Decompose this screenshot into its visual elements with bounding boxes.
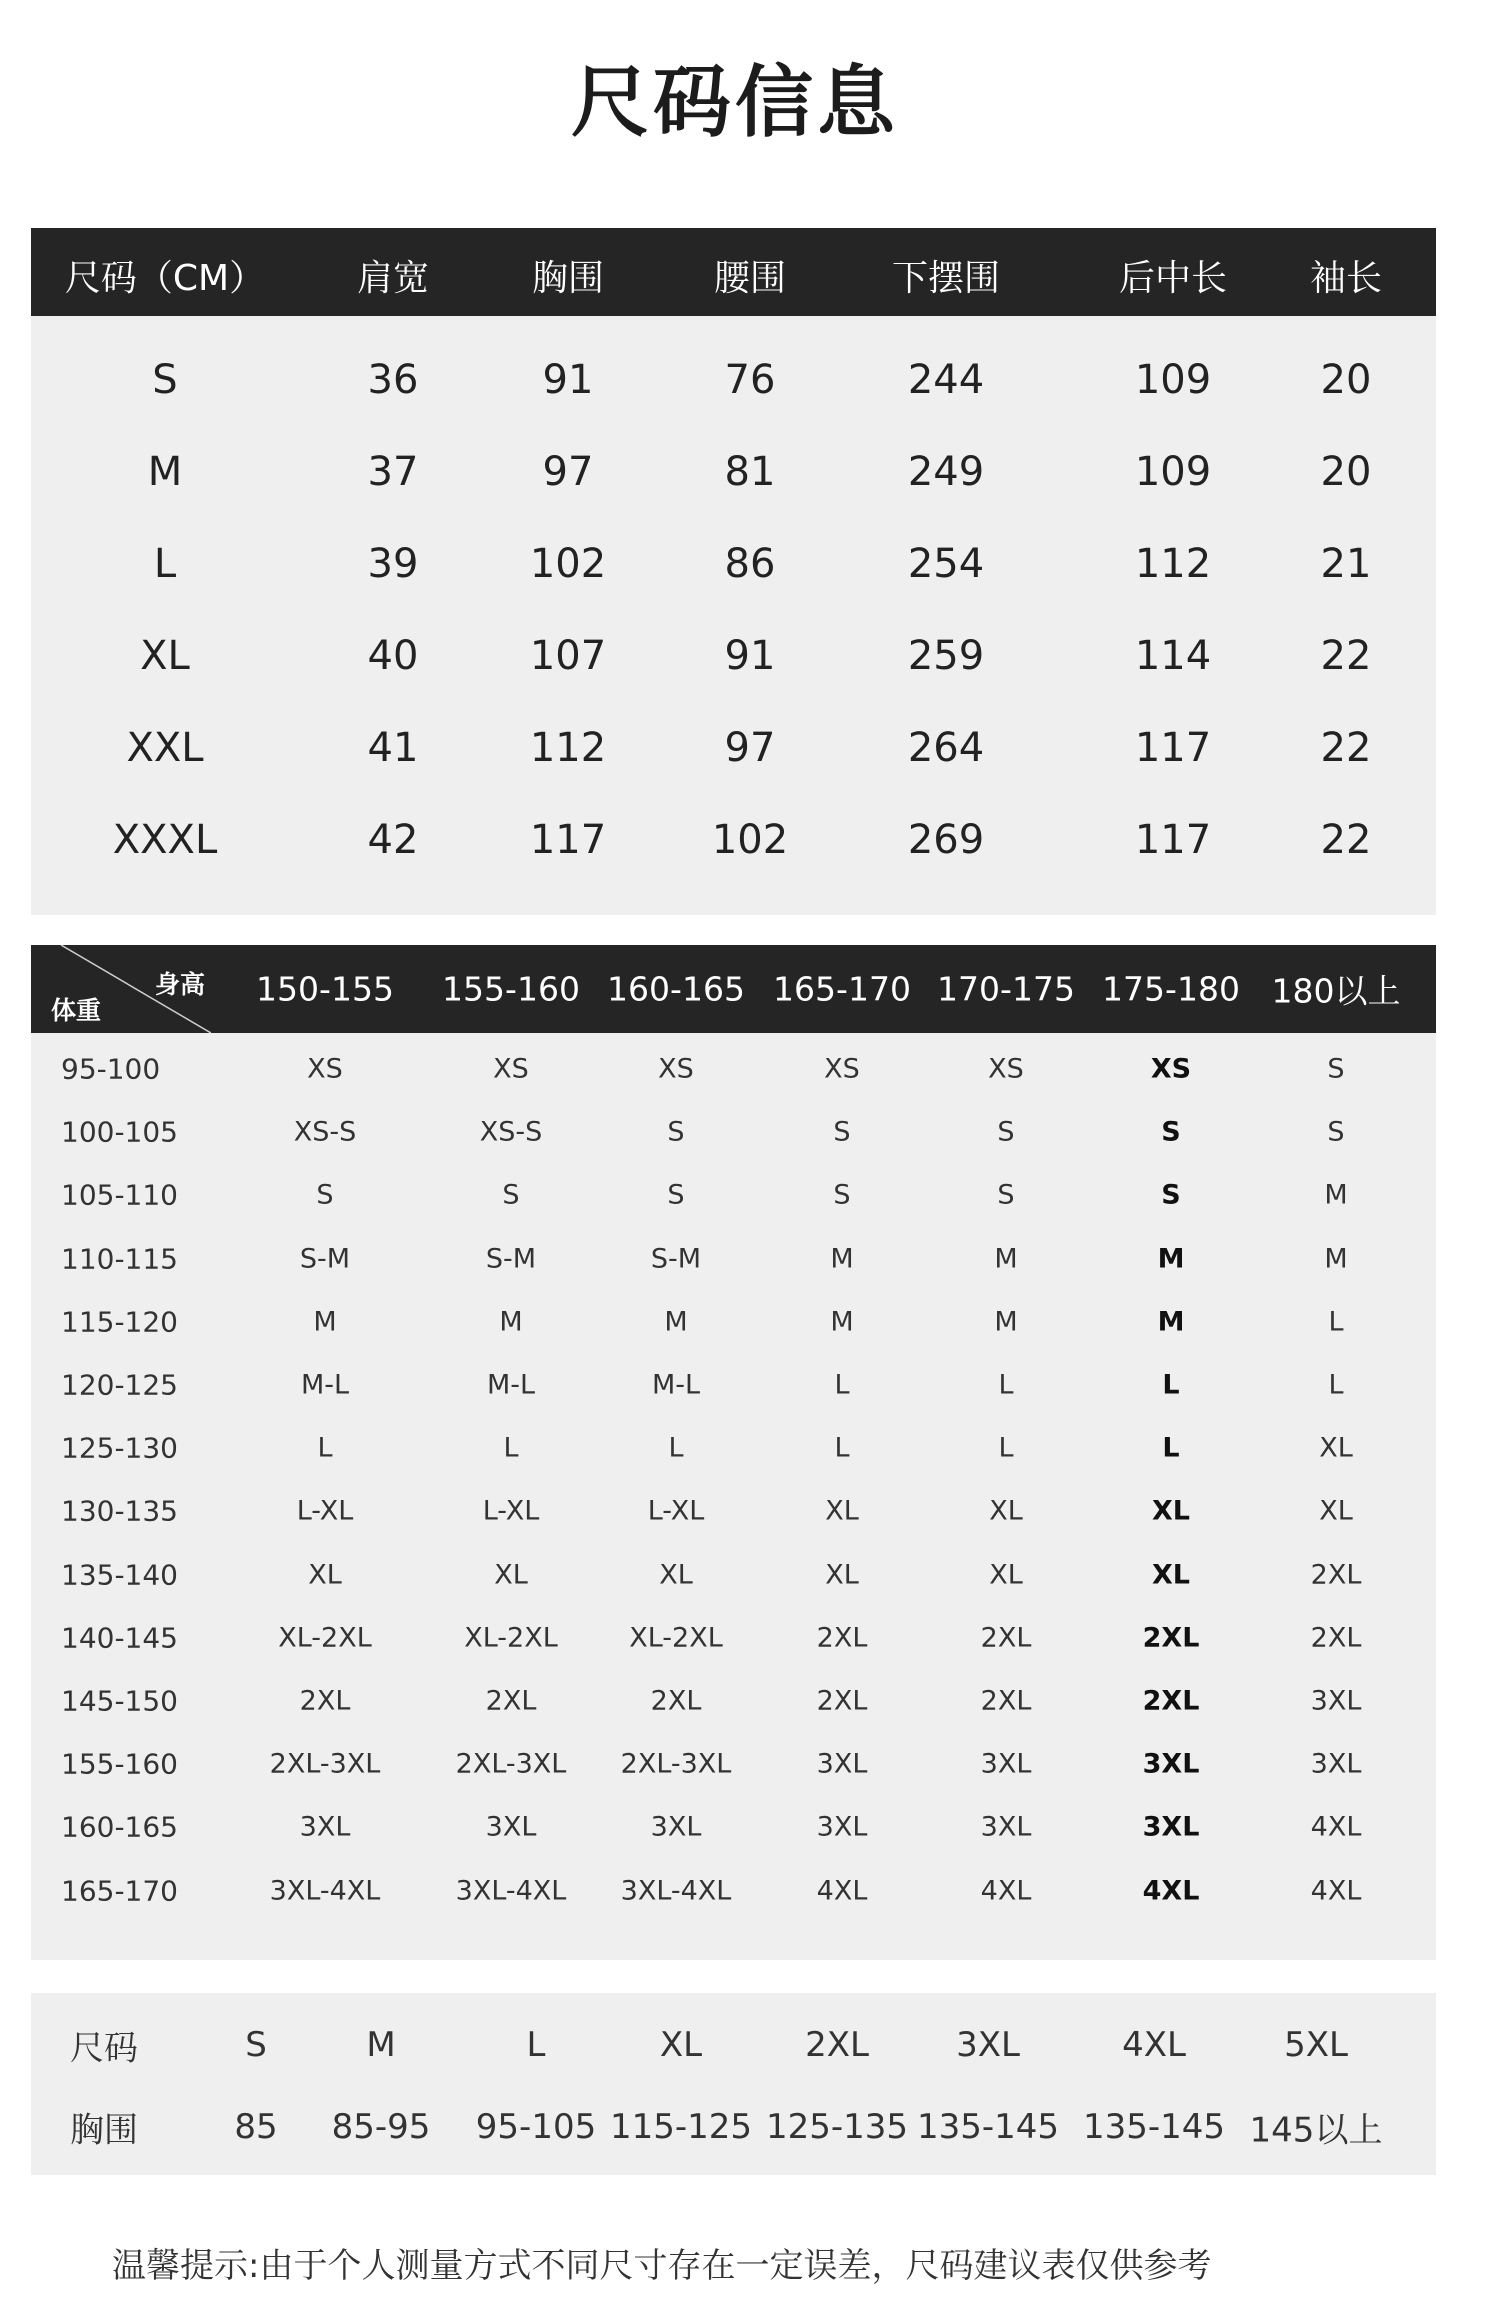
size-table-cell: 269 xyxy=(907,817,985,863)
recommended-size-cell: S xyxy=(997,1116,1015,1148)
recommended-size-cell: L xyxy=(998,1369,1014,1401)
corner-weight-label: 体重 xyxy=(51,996,102,1025)
weight-range-label: 115-120 xyxy=(61,1305,178,1339)
recommended-size-cell: XL xyxy=(1319,1495,1353,1527)
size-table-cell: 22 xyxy=(1320,817,1372,863)
recommended-size-cell: 3XL-4XL xyxy=(269,1875,381,1907)
size-table-header-cell: 后中长 xyxy=(1118,258,1228,299)
weight-range-label: 160-165 xyxy=(61,1810,178,1844)
recommended-size-cell: 3XL xyxy=(1142,1748,1200,1780)
recommended-size-cell: M xyxy=(499,1306,523,1338)
size-label: XXXL xyxy=(112,817,218,863)
recommended-size-cell: XL-2XL xyxy=(278,1622,372,1654)
size-table-cell: 117 xyxy=(1134,725,1212,771)
recommended-size-cell: 2XL xyxy=(1310,1622,1362,1654)
size-table-cell: 20 xyxy=(1320,357,1372,403)
chest-table-size-label: 尺码 xyxy=(70,2028,138,2069)
size-table-header-cell: 下摆围 xyxy=(891,258,1001,299)
recommended-size-cell: XL xyxy=(659,1559,693,1591)
recommended-size-cell: 2XL xyxy=(816,1622,868,1654)
weight-range-label: 125-130 xyxy=(61,1431,178,1465)
size-table-cell: 20 xyxy=(1320,449,1372,495)
recommended-size-cell: 3XL-4XL xyxy=(620,1875,732,1907)
size-table-cell: 117 xyxy=(1134,817,1212,863)
recommended-size-cell: S xyxy=(997,1179,1015,1211)
page-title: 尺码信息 xyxy=(570,58,899,148)
chest-table-size: S xyxy=(245,2025,267,2065)
recommended-size-cell: XS xyxy=(307,1053,343,1085)
recommended-size-cell: 2XL xyxy=(980,1685,1032,1717)
weight-range-label: 95-100 xyxy=(61,1052,161,1086)
recommended-size-cell: S-M xyxy=(650,1243,702,1275)
recommended-size-cell: XL xyxy=(989,1495,1023,1527)
size-table-cell: 76 xyxy=(724,357,776,403)
weight-range-label: 130-135 xyxy=(61,1494,178,1528)
recommended-size-cell: M-L xyxy=(651,1369,701,1401)
recommended-size-cell: 2XL-3XL xyxy=(269,1748,381,1780)
weight-range-label: 120-125 xyxy=(61,1368,178,1402)
size-table-cell: 97 xyxy=(724,725,776,771)
height-range-header: 155-160 xyxy=(442,969,580,1009)
recommended-size-cell: 2XL xyxy=(980,1622,1032,1654)
size-table-cell: 21 xyxy=(1320,541,1372,587)
recommended-size-cell: S xyxy=(316,1179,334,1211)
recommended-size-cell: M-L xyxy=(486,1369,536,1401)
recommended-size-cell: M xyxy=(1157,1243,1185,1275)
chest-table-size: 5XL xyxy=(1284,2025,1348,2065)
size-table-cell: 114 xyxy=(1134,633,1212,679)
chest-table-value: 115-125 xyxy=(609,2107,753,2147)
recommended-size-cell: XL xyxy=(825,1495,859,1527)
recommended-size-cell: L xyxy=(1162,1432,1180,1464)
size-table-cell: 91 xyxy=(542,357,594,403)
recommended-size-cell: S xyxy=(1161,1179,1181,1211)
height-range-header: 160-165 xyxy=(607,969,745,1009)
recommended-size-cell: 2XL xyxy=(299,1685,351,1717)
recommended-size-cell: L xyxy=(1162,1369,1180,1401)
chest-table-size: 3XL xyxy=(956,2025,1020,2065)
size-table-cell: 107 xyxy=(529,633,607,679)
recommended-size-cell: S-M xyxy=(299,1243,351,1275)
recommended-size-cell: 3XL xyxy=(299,1811,351,1843)
recommended-size-cell: M xyxy=(1324,1243,1348,1275)
recommended-size-cell: XL xyxy=(1319,1432,1353,1464)
recommended-size-cell: XS xyxy=(1150,1053,1192,1085)
size-table-cell: 22 xyxy=(1320,633,1372,679)
size-label: XL xyxy=(140,633,190,679)
size-table-cell: 254 xyxy=(907,541,985,587)
weight-range-label: 100-105 xyxy=(61,1115,178,1149)
chest-table-value: 145以上 xyxy=(1249,2110,1383,2151)
height-range-header: 175-180 xyxy=(1102,969,1240,1009)
chest-table-value: 135-145 xyxy=(916,2107,1060,2147)
recommended-size-cell: 2XL xyxy=(1310,1559,1362,1591)
chest-table-value: 85 xyxy=(234,2107,278,2147)
recommended-size-cell: M xyxy=(313,1306,337,1338)
recommended-size-cell: XL xyxy=(989,1559,1023,1591)
recommended-size-cell: XL-2XL xyxy=(464,1622,558,1654)
size-table-cell: 109 xyxy=(1134,449,1212,495)
size-table-cell: 117 xyxy=(529,817,607,863)
size-table-cell: 86 xyxy=(724,541,776,587)
recommended-size-cell: 3XL-4XL xyxy=(455,1875,567,1907)
weight-range-label: 140-145 xyxy=(61,1621,178,1655)
recommended-size-cell: L xyxy=(834,1432,850,1464)
recommended-size-cell: S-M xyxy=(485,1243,537,1275)
chest-table-chest-label: 胸围 xyxy=(70,2110,138,2151)
size-table-cell: 81 xyxy=(724,449,776,495)
chest-table-size: 4XL xyxy=(1122,2025,1186,2065)
size-table-cell: 102 xyxy=(529,541,607,587)
recommended-size-cell: 3XL xyxy=(816,1811,868,1843)
recommended-size-cell: 2XL xyxy=(485,1685,537,1717)
size-table-cell: 112 xyxy=(1134,541,1212,587)
size-label: XXL xyxy=(126,725,204,771)
recommended-size-cell: 2XL xyxy=(1142,1622,1200,1654)
recommended-size-cell: 3XL xyxy=(1310,1748,1362,1780)
recommended-size-cell: L xyxy=(668,1432,684,1464)
size-table-header-cell: 尺码（CM） xyxy=(64,258,266,299)
size-table-cell: 40 xyxy=(367,633,419,679)
size-table-cell: 22 xyxy=(1320,725,1372,771)
recommended-size-cell: S xyxy=(502,1179,520,1211)
recommended-size-cell: 2XL xyxy=(1142,1685,1200,1717)
recommended-size-cell: 2XL xyxy=(816,1685,868,1717)
chest-table-size: 2XL xyxy=(805,2025,869,2065)
recommended-size-cell: 3XL xyxy=(1142,1811,1200,1843)
recommended-size-cell: XS xyxy=(493,1053,529,1085)
recommended-size-cell: 4XL xyxy=(980,1875,1032,1907)
recommended-size-cell: XS-S xyxy=(479,1116,543,1148)
recommended-size-cell: M xyxy=(1324,1179,1348,1211)
size-table-header-cell: 袖长 xyxy=(1309,258,1383,299)
weight-range-label: 105-110 xyxy=(61,1178,178,1212)
size-label: L xyxy=(153,541,177,587)
size-table-cell: 109 xyxy=(1134,357,1212,403)
height-range-header: 180以上 xyxy=(1271,971,1401,1011)
size-label: S xyxy=(152,357,178,403)
size-table-cell: 91 xyxy=(724,633,776,679)
weight-range-label: 135-140 xyxy=(61,1558,178,1592)
chest-table-size: L xyxy=(526,2025,546,2065)
size-table-cell: 112 xyxy=(529,725,607,771)
recommended-size-cell: M xyxy=(994,1306,1018,1338)
recommended-size-cell: S xyxy=(1161,1116,1181,1148)
recommended-size-cell: L xyxy=(317,1432,333,1464)
size-table-cell: 97 xyxy=(542,449,594,495)
size-table-cell: 264 xyxy=(907,725,985,771)
height-range-header: 150-155 xyxy=(256,969,394,1009)
corner-height-label: 身高 xyxy=(155,970,206,999)
recommended-size-cell: L-XL xyxy=(482,1495,540,1527)
recommended-size-cell: 3XL xyxy=(1310,1685,1362,1717)
size-table-cell: 102 xyxy=(711,817,789,863)
recommended-size-cell: 3XL xyxy=(980,1748,1032,1780)
recommended-size-cell: S xyxy=(833,1179,851,1211)
size-table-header-cell: 胸围 xyxy=(531,258,605,299)
recommended-size-cell: M xyxy=(830,1306,854,1338)
recommended-size-cell: 4XL xyxy=(1310,1811,1362,1843)
height-range-header: 170-175 xyxy=(937,969,1075,1009)
size-table xyxy=(31,228,1436,915)
height-range-header: 165-170 xyxy=(773,969,911,1009)
chest-table-size: M xyxy=(366,2025,396,2065)
size-table-cell: 37 xyxy=(367,449,419,495)
recommended-size-cell: 3XL xyxy=(980,1811,1032,1843)
size-table-cell: 41 xyxy=(367,725,419,771)
size-table-cell: 244 xyxy=(907,357,985,403)
recommended-size-cell: XL xyxy=(825,1559,859,1591)
recommended-size-cell: L xyxy=(998,1432,1014,1464)
recommended-size-cell: M xyxy=(830,1243,854,1275)
chest-table-size: XL xyxy=(659,2025,703,2065)
recommended-size-cell: 3XL xyxy=(650,1811,702,1843)
recommended-size-cell: S xyxy=(667,1116,685,1148)
recommended-size-cell: L xyxy=(1328,1306,1344,1338)
weight-range-label: 155-160 xyxy=(61,1747,178,1781)
recommended-size-cell: XL-2XL xyxy=(629,1622,723,1654)
recommended-size-cell: XL xyxy=(494,1559,528,1591)
weight-range-label: 165-170 xyxy=(61,1874,178,1908)
chest-table-value: 135-145 xyxy=(1082,2107,1226,2147)
chest-table-value: 85-95 xyxy=(331,2107,431,2147)
recommended-size-cell: M-L xyxy=(300,1369,350,1401)
recommended-size-cell: S xyxy=(1327,1116,1345,1148)
recommended-size-cell: L xyxy=(503,1432,519,1464)
recommended-size-cell: S xyxy=(667,1179,685,1211)
recommended-size-cell: XL xyxy=(1151,1495,1191,1527)
chest-table xyxy=(31,1993,1436,2175)
size-table-cell: 42 xyxy=(367,817,419,863)
weight-range-label: 110-115 xyxy=(61,1242,178,1276)
size-table-cell: 39 xyxy=(367,541,419,587)
recommended-size-cell: 4XL xyxy=(1310,1875,1362,1907)
recommended-size-cell: 4XL xyxy=(816,1875,868,1907)
recommended-size-cell: XL xyxy=(1151,1559,1191,1591)
recommended-size-cell: XL xyxy=(308,1559,342,1591)
recommended-size-cell: S xyxy=(833,1116,851,1148)
recommended-size-cell: 2XL xyxy=(650,1685,702,1717)
size-table-header-cell: 腰围 xyxy=(713,258,787,299)
size-label: M xyxy=(147,449,183,495)
recommended-size-cell: 4XL xyxy=(1142,1875,1200,1907)
recommended-size-cell: 2XL-3XL xyxy=(620,1748,732,1780)
size-table-cell: 259 xyxy=(907,633,985,679)
weight-range-label: 145-150 xyxy=(61,1684,178,1718)
size-table-cell: 36 xyxy=(367,357,419,403)
recommended-size-cell: 3XL xyxy=(816,1748,868,1780)
chest-table-value: 95-105 xyxy=(475,2107,597,2147)
recommended-size-cell: M xyxy=(1157,1306,1185,1338)
note-text: 温馨提示:由于个人测量方式不同尺寸存在一定误差，尺码建议表仅供参考 xyxy=(112,2246,1212,2286)
recommended-size-cell: 3XL xyxy=(485,1811,537,1843)
size-table-cell: 249 xyxy=(907,449,985,495)
recommend-table xyxy=(31,945,1436,1960)
recommended-size-cell: XS-S xyxy=(293,1116,357,1148)
recommended-size-cell: M xyxy=(664,1306,688,1338)
recommended-size-cell: 2XL-3XL xyxy=(455,1748,567,1780)
size-table-header-cell: 肩宽 xyxy=(356,258,430,299)
recommended-size-cell: XS xyxy=(824,1053,860,1085)
recommended-size-cell: S xyxy=(1327,1053,1345,1085)
recommended-size-cell: L-XL xyxy=(647,1495,705,1527)
recommended-size-cell: L xyxy=(1328,1369,1344,1401)
recommended-size-cell: XS xyxy=(658,1053,694,1085)
recommended-size-cell: L-XL xyxy=(296,1495,354,1527)
chest-table-value: 125-135 xyxy=(765,2107,909,2147)
recommended-size-cell: XS xyxy=(988,1053,1024,1085)
recommended-size-cell: M xyxy=(994,1243,1018,1275)
recommended-size-cell: L xyxy=(834,1369,850,1401)
